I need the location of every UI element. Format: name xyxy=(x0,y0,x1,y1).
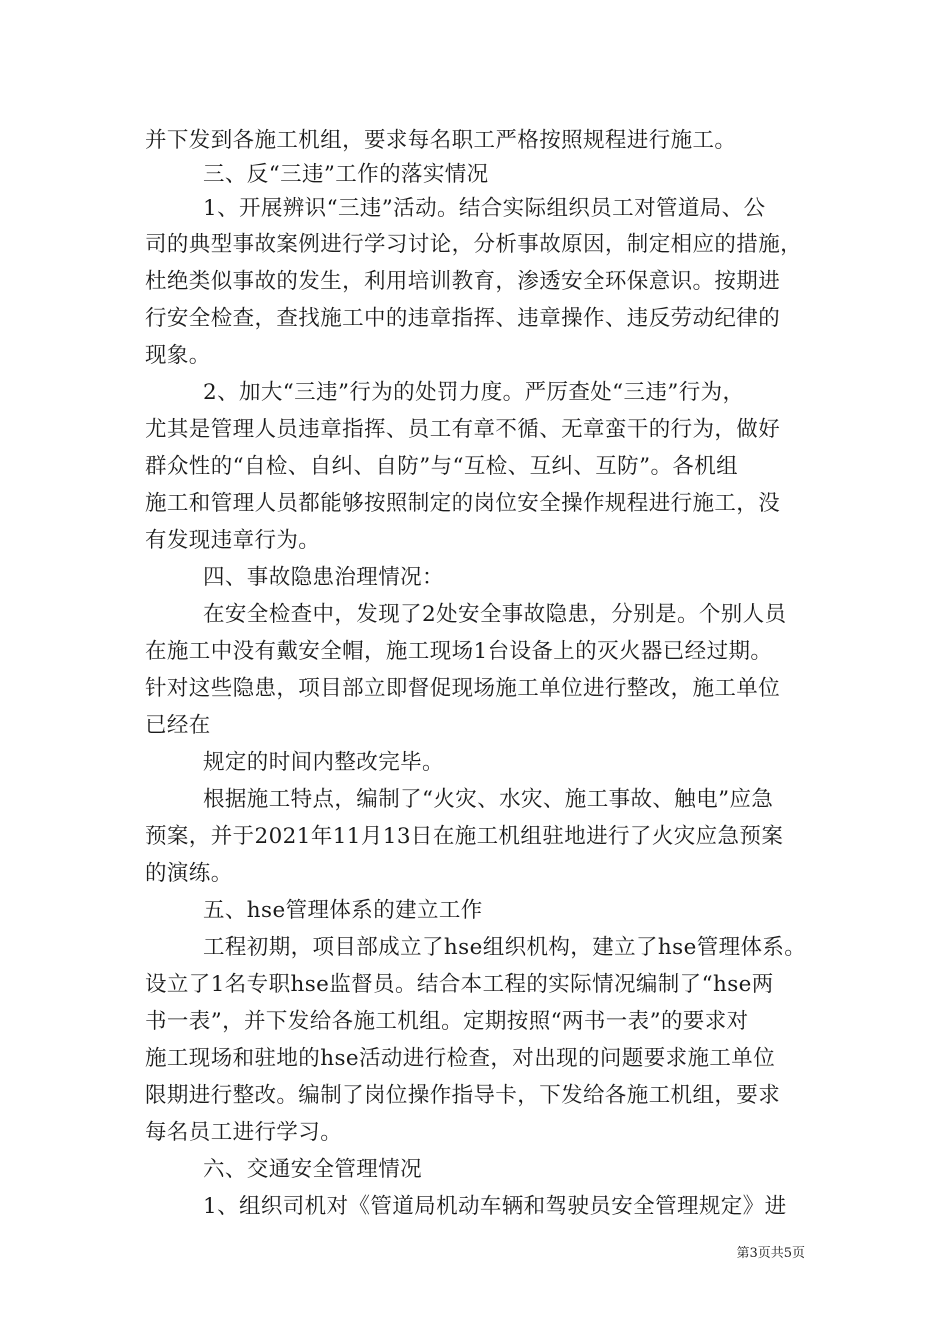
text-line-24: 设立了1名专职hse监督员。结合本工程的实际情况编制了“hse两 xyxy=(145,972,774,997)
text-line-17: 已经在 xyxy=(145,713,211,738)
text-line-26: 施工现场和驻地的hse活动进行检查，对出现的问题要求施工单位 xyxy=(145,1046,776,1071)
text-line-11: 施工和管理人员都能够按照制定的岗位安全操作规程进行施工，没 xyxy=(145,491,781,516)
text-line-7: 现象。 xyxy=(145,343,211,368)
text-line-25: 书一表”，并下发给各施工机组。定期按照“两书一表”的要求对 xyxy=(145,1009,749,1034)
text-line-27: 限期进行整改。编制了岗位操作指导卡，下发给各施工机组，要求 xyxy=(145,1083,781,1108)
text-line-14: 在安全检查中，发现了2处安全事故隐患，分别是。个别人员 xyxy=(203,602,787,627)
section-heading-6: 六、交通安全管理情况 xyxy=(203,1157,423,1182)
text-line-23: 工程初期，项目部成立了hse组织机构，建立了hse管理体系。 xyxy=(203,935,807,960)
text-line-20: 预案，并于2021年11月13日在施工机组驻地进行了火灾应急预案 xyxy=(145,824,784,849)
text-line-10: 群众性的“自检、自纠、自防”与“互检、互纠、互防”。各机组 xyxy=(145,454,739,479)
text-line-15: 在施工中没有戴安全帽，施工现场1台设备上的灭火器已经过期。 xyxy=(145,639,773,664)
text-line-18: 规定的时间内整改完毕。 xyxy=(203,750,444,775)
section-heading-5: 五、hse管理体系的建立工作 xyxy=(203,898,483,923)
text-line-16: 针对这些隐患，项目部立即督促现场施工单位进行整改，施工单位 xyxy=(145,676,781,701)
text-line-28: 每名员工进行学习。 xyxy=(145,1120,343,1145)
text-line-9: 尤其是管理人员违章指挥、员工有章不循、无章蛮干的行为，做好 xyxy=(145,417,781,442)
text-line-3: 1、开展辨识“三违”活动。结合实际组织员工对管道局、公 xyxy=(203,196,766,221)
text-line-21: 的演练。 xyxy=(145,861,233,886)
section-heading-4: 四、事故隐患治理情况： xyxy=(203,565,444,590)
text-line-30: 1、组织司机对《管道局机动车辆和驾驶员安全管理规定》进 xyxy=(203,1194,787,1219)
text-line-8: 2、加大“三违”行为的处罚力度。严厉查处“三违”行为， xyxy=(203,380,745,405)
text-line-6: 行安全检查，查找施工中的违章指挥、违章操作、违反劳动纪律的 xyxy=(145,306,781,331)
text-line-12: 有发现违章行为。 xyxy=(145,528,321,553)
section-heading-3: 三、反“三违”工作的落实情况 xyxy=(203,162,489,187)
text-line-5: 杜绝类似事故的发生，利用培训教育，渗透安全环保意识。按期进 xyxy=(145,269,781,294)
text-line-19: 根据施工特点，编制了“火灾、水灾、施工事故、触电”应急 xyxy=(203,787,774,812)
text-line-4: 司的典型事故案例进行学习讨论，分析事故原因，制定相应的措施， xyxy=(145,232,803,257)
page-indicator: 第3页共5页 xyxy=(736,1246,805,1261)
text-line-1: 并下发到各施工机组，要求每名职工严格按照规程进行施工。 xyxy=(145,128,737,153)
